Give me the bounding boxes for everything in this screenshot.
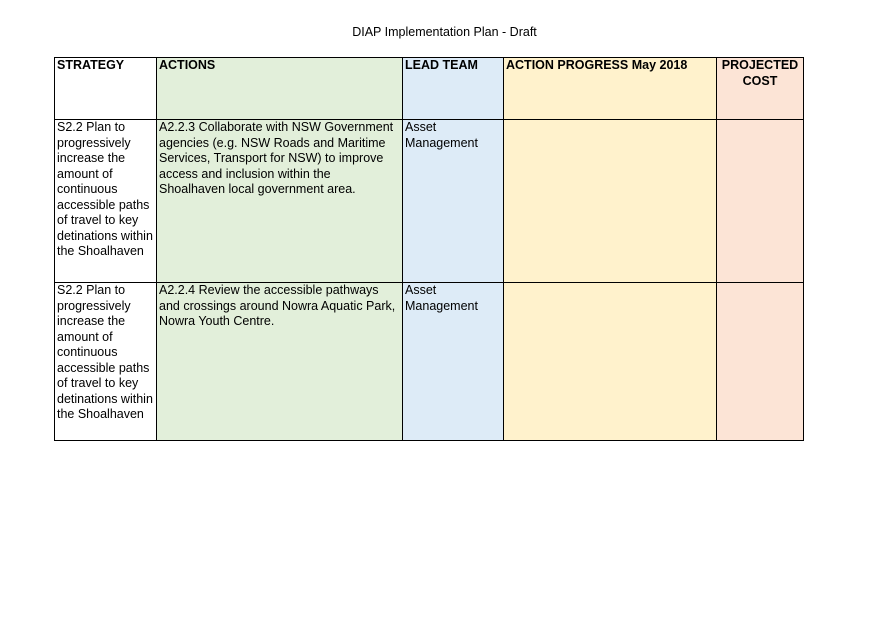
implementation-plan-table [54,57,804,441]
cell-actions: A2.2.3 Collaborate with NSW Government agencies (e.g. NSW Roads and Maritime Services, Transport for NSW) to improve access and inclusion within the Shoalhaven local government area. [157,120,403,283]
table-row [55,120,804,283]
cell-action-progress [504,283,717,441]
cell-projected-cost [717,120,804,283]
cell-actions: A2.2.4 Review the accessible pathways and crossings around Nowra Aquatic Park, Nowra Youth Centre. [157,283,403,441]
document-title: DIAP Implementation Plan - Draft [352,25,537,39]
table-row [55,283,804,441]
cell-projected-cost [717,283,804,441]
header-action-progress: ACTION PROGRESS May 2018 [504,58,717,120]
header-projected-cost: PROJECTED COST [717,58,804,120]
cell-strategy: S2.2 Plan to progressively increase the amount of continuous accessible paths of travel to key detinations within the Shoalhaven [55,120,157,283]
header-lead-team: LEAD TEAM [403,58,504,120]
cell-action-progress [504,120,717,283]
cell-strategy: S2.2 Plan to progressively increase the amount of continuous accessible paths of travel to key detinations within the Shoalhaven [55,283,157,441]
table-header-row [55,58,804,120]
header-strategy: STRATEGY [55,58,157,120]
cell-lead-team: Asset Management [403,120,504,283]
cell-lead-team: Asset Management [403,283,504,441]
header-actions: ACTIONS [157,58,403,120]
